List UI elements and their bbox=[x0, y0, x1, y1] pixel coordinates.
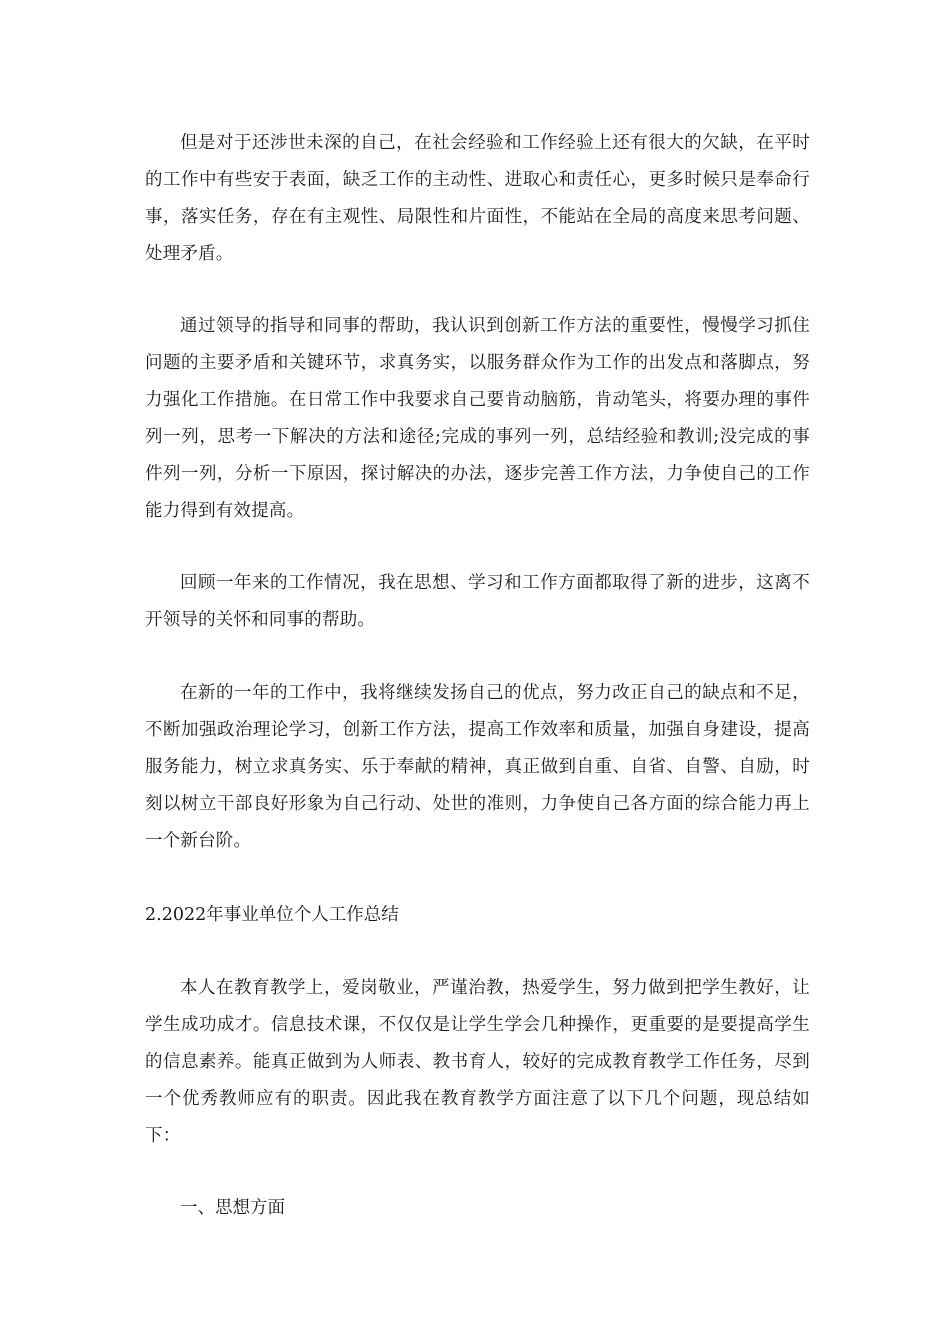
section-heading: 2.2022年事业单位个人工作总结 bbox=[145, 905, 399, 925]
paragraph-2: 通过领导的指导和同事的帮助，我认识到创新工作方法的重要性，慢慢学习抓住问题的主要矛盾和关键环节，求真务实，以服务群众作为工作的出发点和落脚点，努力强化工作措施。在日常工作中我要求自己要肯动脑筋，肯动笔头，将要办理的事件列一列，思考一下解决的方法和途径;完成的事列一列，总结经验和教训;没完成的事件列一列，分析一下原因，探讨解决的办法，逐步完善工作方法，力争使自己的工作能力得到有效提高。 bbox=[145, 316, 810, 521]
section-paragraph: 本人在教育教学上，爱岗敬业，严谨治教，热爱学生，努力做到把学生教好，让学生成功成才。信息技术课，不仅仅是让学生学会几种操作，更重要的是要提高学生的信息素养。能真正做到为人师表、教书育人，较好的完成教育教学工作任务，尽到一个优秀教师应有的职责。因此我在教育教学方面注意了以下几个问题，现总结如下： bbox=[145, 978, 810, 1146]
paragraph-4: 在新的一年的工作中，我将继续发扬自己的优点，努力改正自己的缺点和不足，不断加强政治理论学习，创新工作方法，提高工作效率和质量，加强自身建设，提高服务能力，树立求真务实、乐于奉献的精神，真正做到自重、自省、自警、自励，时刻以树立干部良好形象为自己行动、处世的准则，力争使自己各方面的综合能力再上一个新台阶。 bbox=[145, 683, 810, 851]
paragraph-3: 回顾一年来的工作情况，我在思想、学习和工作方面都取得了新的进步，这离不开领导的关怀和同事的帮助。 bbox=[145, 573, 810, 630]
subheading: 一、思想方面 bbox=[180, 1198, 285, 1218]
paragraph-1: 但是对于还涉世未深的自己，在社会经验和工作经验上还有很大的欠缺，在平时的工作中有些安于表面，缺乏工作的主动性、进取心和责任心，更多时候只是奉命行事，落实任务，存在有主观性、局限性和片面性，不能站在全局的高度来思考问题、处理矛盾。 bbox=[145, 133, 810, 264]
